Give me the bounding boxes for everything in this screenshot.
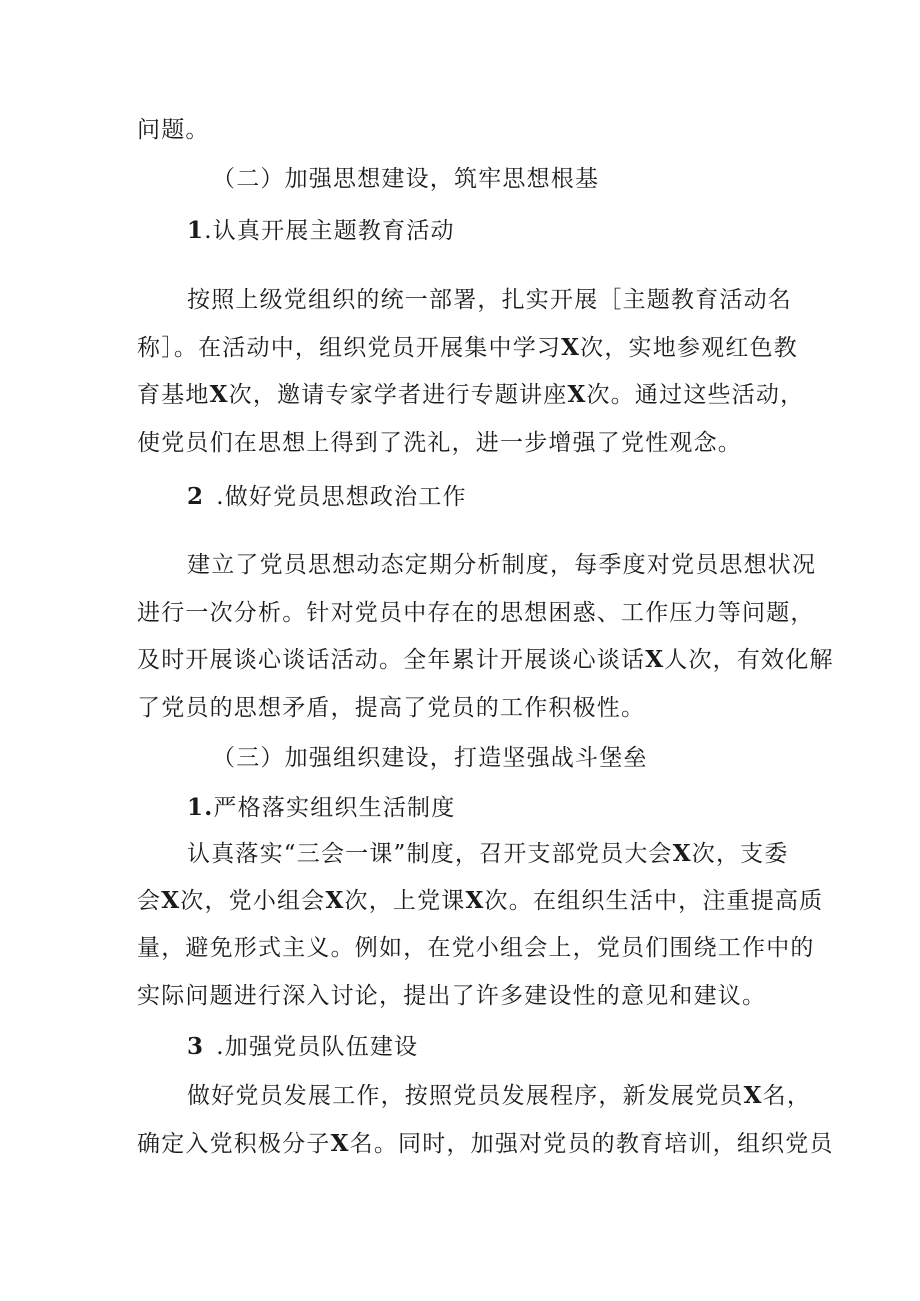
placeholder-x: X: [567, 381, 587, 408]
placeholder-x: X: [743, 1082, 763, 1109]
item-title: .做好党员思想政治工作: [216, 484, 467, 510]
item-number: 1: [187, 217, 205, 244]
paragraph-line: 使党员们在思想上得到了洗礼，进一步增强了党性观念。: [137, 430, 742, 456]
section-heading-3: （三）加强组织建设，打造坚强战斗堡垒: [212, 745, 648, 771]
paragraph-line: 按照上级党组织的统一部署，扎实开展［主题教育活动名: [187, 287, 792, 313]
placeholder-x: X: [645, 646, 665, 673]
paragraph-line: 及时开展谈心谈话活动。全年累计开展谈心谈话X人次，有效化解: [137, 646, 834, 673]
section-heading-2: （二）加强思想建设，筑牢思想根基: [212, 166, 600, 192]
item-number: 1.: [187, 794, 214, 821]
item-heading-2-2: [187, 482, 467, 512]
paragraph-line: 了党员的思想矛盾，提高了党员的工作积极性。: [137, 695, 646, 721]
paragraph-line: 进行一次分析。针对党员中存在的思想困惑、工作压力等问题，: [137, 600, 815, 626]
paragraph-line: 育基地X次，邀请专家学者进行专题讲座X次。通过这些活动，: [137, 381, 805, 408]
paragraph-line: 认真落实“三会一课”制度，召开支部党员大会X次，支委: [187, 840, 789, 867]
placeholder-x: X: [465, 887, 485, 914]
paragraph-line: 建立了党员思想动态定期分析制度，每季度对党员思想状况: [187, 552, 817, 578]
placeholder-x: X: [161, 887, 181, 914]
paragraph-line: 量，避免形式主义。例如，在党小组会上，党员们围绕工作中的: [137, 935, 815, 961]
item-heading-2-1: [187, 216, 455, 246]
continuation-text: 问题。: [137, 117, 210, 143]
item-title: 严格落实组织生活制度: [213, 795, 456, 821]
placeholder-x: X: [330, 1130, 350, 1157]
paragraph-line: 做好党员发展工作，按照党员发展程序，新发展党员X名，: [187, 1082, 812, 1109]
item-number: 2: [187, 483, 205, 510]
paragraph-line: 称］。在活动中，组织党员开展集中学习X次，实地参观红色教: [137, 334, 798, 361]
item-number: 3: [187, 1033, 205, 1060]
paragraph-line: 会X次，党小组会X次，上党课X次。在组织生活中，注重提高质: [137, 887, 824, 914]
item-heading-3-1: [187, 793, 455, 823]
placeholder-x: X: [561, 334, 581, 361]
paragraph-line: 实际问题进行深入讨论，提出了许多建设性的意见和建议。: [137, 983, 767, 1009]
placeholder-x: X: [672, 840, 692, 867]
item-heading-3-3: [187, 1032, 418, 1062]
placeholder-x: X: [209, 381, 229, 408]
item-title: .加强党员队伍建设: [216, 1034, 419, 1060]
paragraph-line: 确定入党积极分子X名。同时，加强对党员的教育培训，组织党员: [137, 1130, 834, 1157]
item-title: .认真开展主题教育活动: [204, 218, 455, 244]
placeholder-x: X: [325, 887, 345, 914]
